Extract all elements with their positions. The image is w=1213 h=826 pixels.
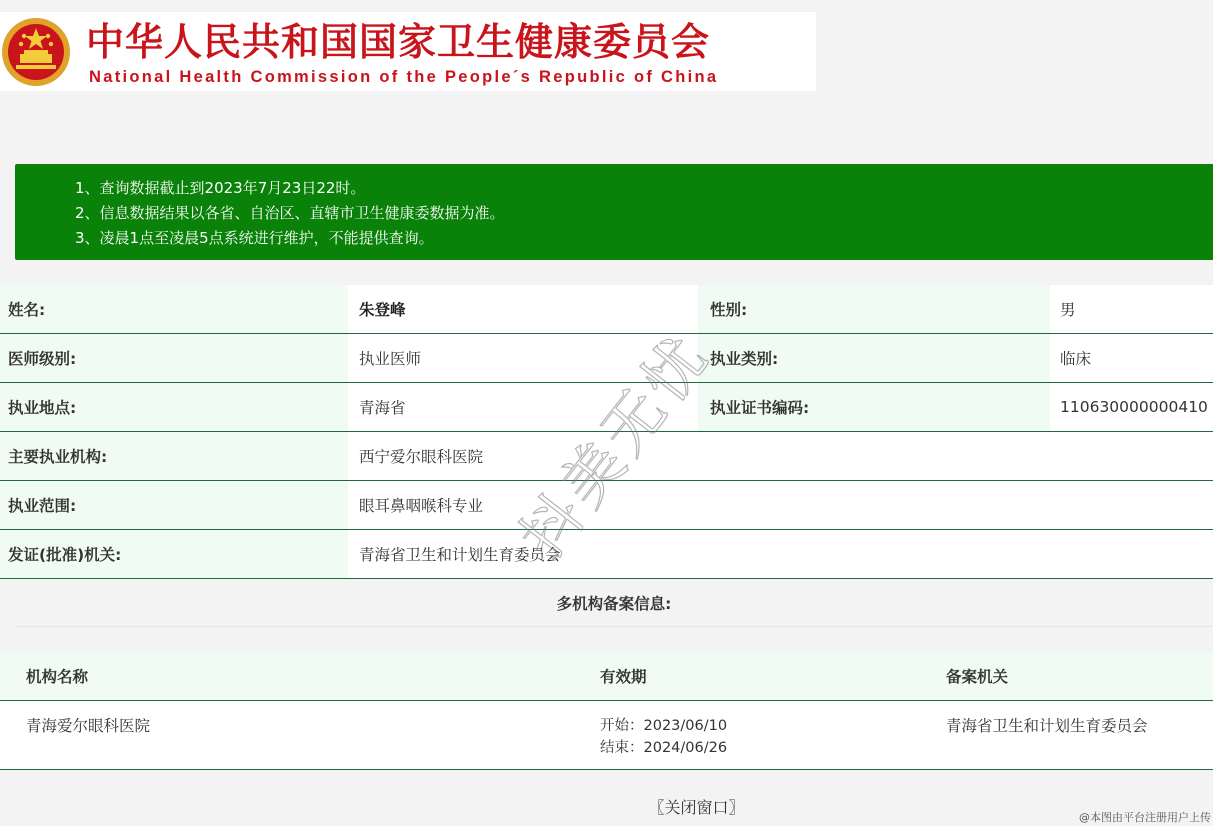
category-label: 执业类别: [698,334,1050,382]
authority-label: 发证(批准)机关: [0,530,348,578]
upload-credit: @本图由平台注册用户上传 [1079,811,1211,824]
column-header-authority: 备案机关 [946,667,1009,686]
multi-institution-title: 多机构备案信息: [15,580,1213,627]
close-window-link[interactable]: 〖关闭窗口〗 [648,798,745,817]
table-row [0,530,1213,579]
authority-value: 青海省卫生和计划生育委员会 [348,530,1213,578]
table-row [0,481,1213,530]
site-subtitle: National Health Commission of the People´s Republic of China [89,68,719,86]
column-header-validity: 有效期 [600,667,647,686]
location-label: 执业地点: [0,383,348,431]
level-value: 执业医师 [348,334,698,382]
name-value: 朱登峰 [348,285,698,333]
table-row [0,285,1213,334]
notice-line: 1、查询数据截止到2023年7月23日22时。 [75,179,366,197]
institution-value: 西宁爱尔眼科医院 [348,432,1213,480]
validity-end: 结束：2024/06/26 [600,740,728,756]
validity-start: 开始：2023/06/10 [600,718,728,734]
cert-label: 执业证书编码: [698,383,1050,431]
notice-box [15,164,1213,260]
doctor-info-table [0,285,1213,579]
scope-label: 执业范围: [0,481,348,529]
level-label: 医师级别: [0,334,348,382]
gender-value: 男 [1050,285,1213,333]
table-row [0,701,1213,770]
multi-institution-table [0,651,1213,770]
site-title: 中华人民共和国国家卫生健康委员会 [86,20,711,64]
table-row [0,432,1213,481]
table-row [0,334,1213,383]
table-row [0,383,1213,432]
header-banner [0,12,816,91]
location-value: 青海省 [348,383,698,431]
filing-authority: 青海省卫生和计划生育委员会 [946,717,1148,735]
table-header [0,651,1213,701]
name-label: 姓名: [0,285,348,333]
institution-name: 青海爱尔眼科医院 [26,717,151,735]
validity-period [574,701,920,769]
notice-line: 3、凌晨1点至凌晨5点系统进行维护，不能提供查询。 [75,229,434,247]
national-emblem-icon [0,12,74,91]
gender-label: 性别: [698,285,1050,333]
cert-value: 110630000000410 [1050,383,1213,431]
column-header-name: 机构名称 [26,667,89,686]
scope-value: 眼耳鼻咽喉科专业 [348,481,1213,529]
category-value: 临床 [1050,334,1213,382]
institution-label: 主要执业机构: [0,432,348,480]
notice-line: 2、信息数据结果以各省、自治区、直辖市卫生健康委数据为准。 [75,204,505,222]
